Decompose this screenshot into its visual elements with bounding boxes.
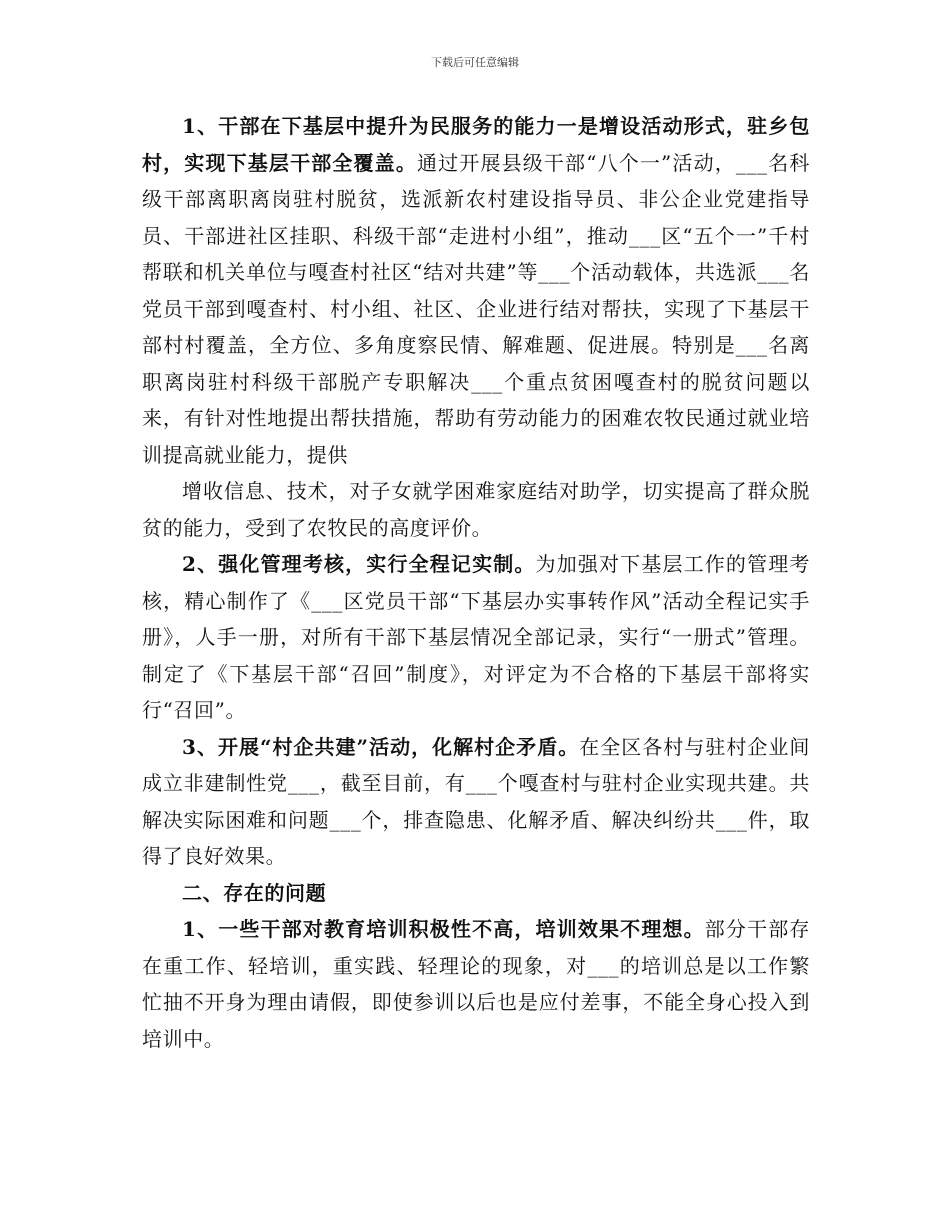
paragraph-3-heading: 2、强化管理考核，实行全程记实制。 (182, 552, 536, 576)
page-header: 下载后可任意编辑 (431, 56, 519, 69)
paragraph-1-text: 通过开展县级干部“八个一”活动，___名科级干部离职离岗驻村脱贫，选派新农村建设指导员、非公企业党建指导员、干部进社区挂职、科级干部“走进村小组”，推动___区“五个一”千村帮联和机关单位与嘎查村社区“结对共建”等___个活动载体，共选派___名党员干部到嘎查村、村小组、社区、企业进行结对帮扶，实现了下基层干部村村覆盖，全方位、多角度察民情、解难题、促进展。特别是___名离职离岗驻村科级干部脱产专职解决___个重点贫困嘎查村的脱贫问题以来，有针对性地提出帮扶措施，帮助有劳动能力的困难农牧民通过就业培训提高就业能力，提供 (142, 150, 810, 467)
paragraph-2-text: 增收信息、技术，对子女就学困难家庭结对助学，切实提高了群众脱贫的能力，受到了农牧民的高度评价。 (142, 479, 810, 540)
section-heading (142, 875, 810, 912)
paragraph-3 (142, 546, 810, 729)
paragraph-5 (142, 911, 810, 1057)
paragraph-4-text: 在全区各村与驻村企业间成立非建制性党___，截至目前，有___个嘎查村与驻村企业实现共建。共解决实际困难和问题___个，排查隐患、化解矛盾、解决纠纷共___件，取得了良好效果。 (142, 734, 810, 868)
paragraph-5-text: 部分干部存在重工作、轻培训，重实践、轻理论的现象，对___的培训总是以工作繁忙抽不开身为理由请假，即使参训以后也是应付差事，不能全身心投入到培训中。 (142, 917, 810, 1051)
document-body (142, 108, 810, 1057)
paragraph-4-heading: 3、开展“村企共建”活动，化解村企矛盾。 (182, 734, 580, 759)
paragraph-5-heading: 1、一些干部对教育培训积极性不高，培训效果不理想。 (182, 917, 705, 941)
paragraph-2 (142, 473, 810, 546)
paragraph-4 (142, 729, 810, 875)
paragraph-1-heading: 1、干部在下基层中提升为民服务的能力一是增设活动形式，驻乡包村，实现下基层干部全覆盖。 (142, 114, 810, 175)
section-heading-text: 二、存在的问题 (182, 880, 327, 905)
paragraph-1 (142, 108, 810, 473)
paragraph-3-text: 为加强对下基层工作的管理考核，精心制作了《___区党员干部“下基层办实事转作风”活动全程记实手册》，人手一册，对所有干部下基层情况全部记录，实行“一册式”管理。制定了《下基层干部“召回”制度》，对评定为不合格的下基层干部将实行“召回”。 (142, 552, 810, 722)
